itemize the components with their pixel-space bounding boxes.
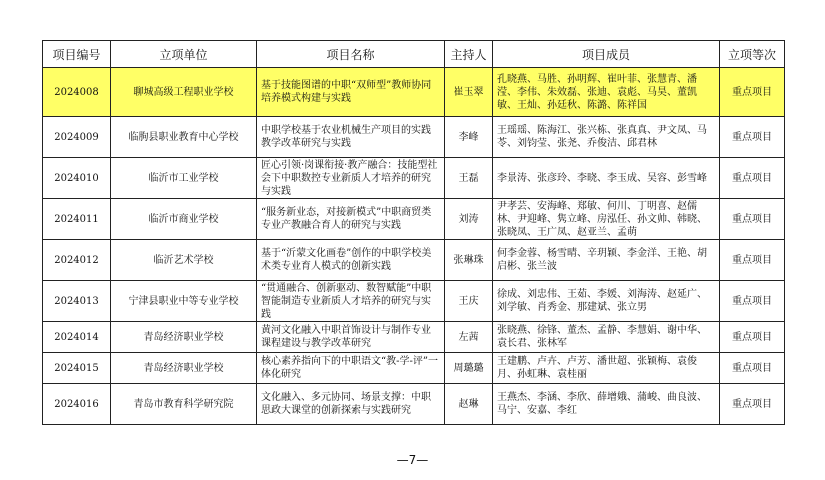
header-name: 项目名称 xyxy=(257,41,445,68)
cell-host: 李峰 xyxy=(445,117,493,158)
cell-members: 张晓燕、徐锋、董杰、孟静、李慧娟、谢中华、袁长君、张林军 xyxy=(493,322,720,353)
cell-project-name: 核心素养指向下的中职语文“教-学-评”一体化研究 xyxy=(257,353,445,384)
cell-code: 2024015 xyxy=(43,353,111,384)
cell-level: 重点项目 xyxy=(720,117,785,158)
cell-project-name: 黄河文化融入中职首饰设计与制作专业课程建设与教学改革研究 xyxy=(257,322,445,353)
cell-members: 王建鹏、卢卉、卢芳、潘世超、张颖梅、袁俊月、孙虹琳、袁桂丽 xyxy=(493,353,720,384)
cell-project-name: “贯通融合、创新驱动、数智赋能”中职智能制造专业新质人才培养的研究与实践 xyxy=(257,281,445,322)
cell-code: 2024013 xyxy=(43,281,111,322)
cell-level: 重点项目 xyxy=(720,158,785,199)
cell-unit: 青岛经济职业学校 xyxy=(111,322,257,353)
table-body xyxy=(43,68,785,425)
cell-code: 2024011 xyxy=(43,199,111,240)
table-row xyxy=(43,199,785,240)
cell-level: 重点项目 xyxy=(720,384,785,425)
table-row xyxy=(43,158,785,199)
table-row xyxy=(43,68,785,117)
header-members: 项目成员 xyxy=(493,41,720,68)
cell-code: 2024014 xyxy=(43,322,111,353)
cell-unit: 青岛市教育科学研究院 xyxy=(111,384,257,425)
cell-level: 重点项目 xyxy=(720,353,785,384)
header-level: 立项等次 xyxy=(720,41,785,68)
cell-unit: 临沂艺术学校 xyxy=(111,240,257,281)
cell-level: 重点项目 xyxy=(720,199,785,240)
header-unit: 立项单位 xyxy=(111,41,257,68)
cell-members: 王燕杰、李涵、李欣、薛增娥、蒲峻、曲良波、马宁、安嘉、李红 xyxy=(493,384,720,425)
cell-unit: 临沂市工业学校 xyxy=(111,158,257,199)
cell-members: 尹孝芸、安海峰、郑敏、何川、丁明喜、赵儒林、尹迎峰、隽立峰、房泓任、孙文帅、韩晓、张晓凤、王广凤、赵亚兰、孟萌 xyxy=(493,199,720,240)
cell-members: 孔晓燕、马胜、孙明辉、崔叶菲、张慧青、潘滢、李伟、朱效磊、张迪、袁彪、马昊、董凯敏、王灿、孙廷秋、陈潞、陈祥国 xyxy=(493,68,720,117)
cell-members: 李景涛、张彦玲、李晓、李玉成、吴容、彭雪峰 xyxy=(493,158,720,199)
table-row xyxy=(43,322,785,353)
table-row xyxy=(43,281,785,322)
project-table xyxy=(42,40,785,425)
cell-code: 2024012 xyxy=(43,240,111,281)
cell-project-name: 基于技能图谱的中职“双师型”教师协同培养模式构建与实践 xyxy=(257,68,445,117)
cell-host: 王磊 xyxy=(445,158,493,199)
cell-project-name: 文化融入、多元协同、场景支撑：中职思政大课堂的创新探索与实践研究 xyxy=(257,384,445,425)
cell-level: 重点项目 xyxy=(720,281,785,322)
cell-unit: 聊城高级工程职业学校 xyxy=(111,68,257,117)
cell-host: 周璐璐 xyxy=(445,353,493,384)
header-host: 主持人 xyxy=(445,41,493,68)
cell-unit: 临沂市商业学校 xyxy=(111,199,257,240)
cell-level: 重点项目 xyxy=(720,322,785,353)
cell-host: 刘涛 xyxy=(445,199,493,240)
table-header-row xyxy=(43,41,785,68)
cell-host: 赵琳 xyxy=(445,384,493,425)
cell-project-name: 基于“沂蒙文化画卷”创作的中职学校美术类专业育人模式的创新实践 xyxy=(257,240,445,281)
cell-members: 何李金蓉、杨雪晴、辛玥颖、李金洋、王艳、胡启彬、张兰波 xyxy=(493,240,720,281)
cell-host: 左茜 xyxy=(445,322,493,353)
table-row xyxy=(43,240,785,281)
cell-unit: 青岛经济职业学校 xyxy=(111,353,257,384)
cell-host: 张琳珠 xyxy=(445,240,493,281)
cell-code: 2024008 xyxy=(43,68,111,117)
cell-code: 2024016 xyxy=(43,384,111,425)
table-row xyxy=(43,384,785,425)
cell-host: 崔玉翠 xyxy=(445,68,493,117)
cell-unit: 临朐县职业教育中心学校 xyxy=(111,117,257,158)
cell-unit: 宁津县职业中等专业学校 xyxy=(111,281,257,322)
cell-host: 王庆 xyxy=(445,281,493,322)
cell-level: 重点项目 xyxy=(720,68,785,117)
cell-project-name: 中职学校基于农业机械生产项目的实践教学改革研究与实践 xyxy=(257,117,445,158)
cell-members: 徐成、刘忠伟、王茹、李媛、刘海涛、赵延广、刘学敏、肖秀金、那建斌、张立男 xyxy=(493,281,720,322)
page-number: —7— xyxy=(396,453,429,467)
cell-level: 重点项目 xyxy=(720,240,785,281)
header-code: 项目编号 xyxy=(43,41,111,68)
cell-code: 2024010 xyxy=(43,158,111,199)
table-row xyxy=(43,117,785,158)
cell-code: 2024009 xyxy=(43,117,111,158)
cell-members: 王瑶瑶、陈海江、张兴栋、张真真、尹文凤、马苓、刘钧莹、张尧、乔俊洁、邱君林 xyxy=(493,117,720,158)
table-row xyxy=(43,353,785,384)
cell-project-name: 匠心引领·岗课衔接·教产融合：技能型社会下中职数控专业新质人才培养的研究与实践 xyxy=(257,158,445,199)
cell-project-name: “服务新业态，对接新模式”中职商贸类专业产教融合育人的研究与实践 xyxy=(257,199,445,240)
